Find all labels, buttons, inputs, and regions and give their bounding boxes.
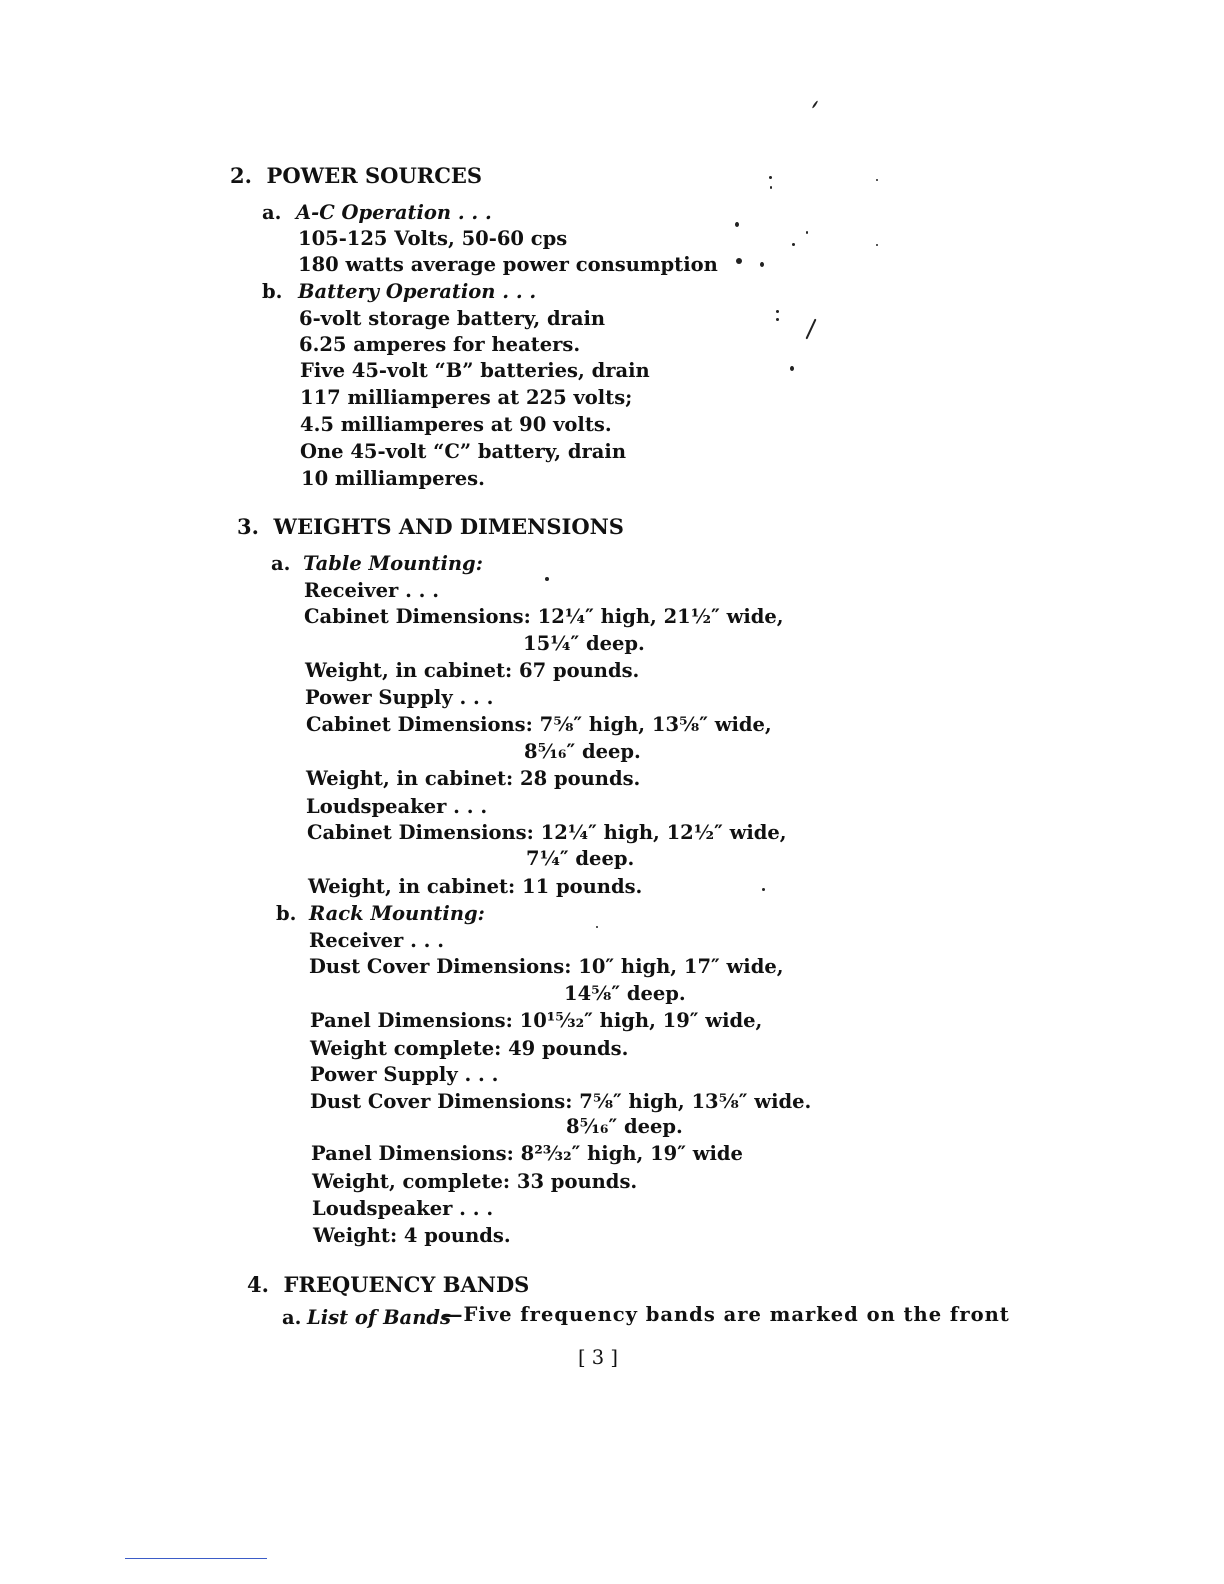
spec-line: Loudspeaker . . . (306, 795, 488, 818)
spec-line: Weight: 4 pounds. (313, 1224, 511, 1247)
spec-line: Five 45-volt “B” batteries, drain (300, 359, 650, 382)
spec-line: Receiver . . . (304, 579, 440, 602)
spec-line: 10 milliamperes. (301, 467, 485, 490)
spec-line: 4.5 milliamperes at 90 volts. (300, 413, 612, 436)
page-number: [ 3 ] (578, 1346, 619, 1369)
paragraph-text: —Five frequency bands are marked on the front (443, 1303, 1010, 1326)
section-heading-frequency-bands: 4. FREQUENCY BANDS (247, 1272, 530, 1297)
spec-line: Power Supply . . . (305, 686, 494, 709)
subsection-label: a. (262, 201, 282, 224)
section-heading-power-sources: 2. POWER SOURCES (230, 163, 483, 188)
subsection-title-ac-operation: A-C Operation . . . (296, 201, 492, 224)
spec-line: Weight, in cabinet: 67 pounds. (305, 659, 640, 682)
spec-line: Panel Dimensions: 8²³⁄₃₂″ high, 19″ wide (311, 1142, 743, 1165)
spec-line: Panel Dimensions: 10¹⁵⁄₃₂″ high, 19″ wide, (310, 1009, 763, 1032)
spec-line: Cabinet Dimensions: 12¼″ high, 21½″ wide, (304, 605, 784, 628)
footer-rule (125, 1558, 267, 1559)
spec-line: 7¼″ deep. (526, 847, 635, 870)
spec-line: 14⅝″ deep. (564, 982, 686, 1005)
subsection-label: a. (282, 1306, 302, 1329)
spec-line: Loudspeaker . . . (312, 1197, 494, 1220)
spec-line: Receiver . . . (309, 929, 445, 952)
spec-line: 117 milliamperes at 225 volts; (300, 386, 633, 409)
spec-line: Dust Cover Dimensions: 10″ high, 17″ wide, (309, 955, 784, 978)
spec-line: Cabinet Dimensions: 12¼″ high, 12½″ wide, (307, 821, 787, 844)
subsection-title-table-mounting: Table Mounting: (303, 552, 483, 575)
subsection-title-rack-mounting: Rack Mounting: (309, 902, 485, 925)
subsection-title-list-of-bands: List of Bands (307, 1306, 451, 1329)
spec-line: Weight, in cabinet: 11 pounds. (308, 875, 643, 898)
spec-line: Dust Cover Dimensions: 7⅝″ high, 13⅝″ wide. (310, 1090, 812, 1113)
spec-line: 8⁵⁄₁₆″ deep. (566, 1115, 683, 1138)
spec-line: 8⁵⁄₁₆″ deep. (524, 740, 641, 763)
spec-line: 6-volt storage battery, drain (299, 307, 606, 330)
spec-line: 105-125 Volts, 50-60 cps (298, 227, 568, 250)
spec-line: Weight, complete: 33 pounds. (312, 1170, 638, 1193)
subsection-label: a. (271, 552, 291, 575)
spec-line: 15¼″ deep. (523, 632, 645, 655)
spec-line: Power Supply . . . (310, 1063, 499, 1086)
spec-line: Weight, in cabinet: 28 pounds. (306, 767, 641, 790)
subsection-label: b. (262, 280, 283, 303)
spec-line: Weight complete: 49 pounds. (310, 1037, 629, 1060)
spec-line: One 45-volt “C” battery, drain (300, 440, 627, 463)
subsection-label: b. (276, 902, 297, 925)
section-heading-weights-dimensions: 3. WEIGHTS AND DIMENSIONS (237, 514, 624, 539)
spec-line: 6.25 amperes for heaters. (299, 333, 581, 356)
subsection-title-battery-operation: Battery Operation . . . (298, 280, 537, 303)
spec-line: 180 watts average power consumption (298, 253, 718, 276)
spec-line: Cabinet Dimensions: 7⅝″ high, 13⅝″ wide, (306, 713, 772, 736)
